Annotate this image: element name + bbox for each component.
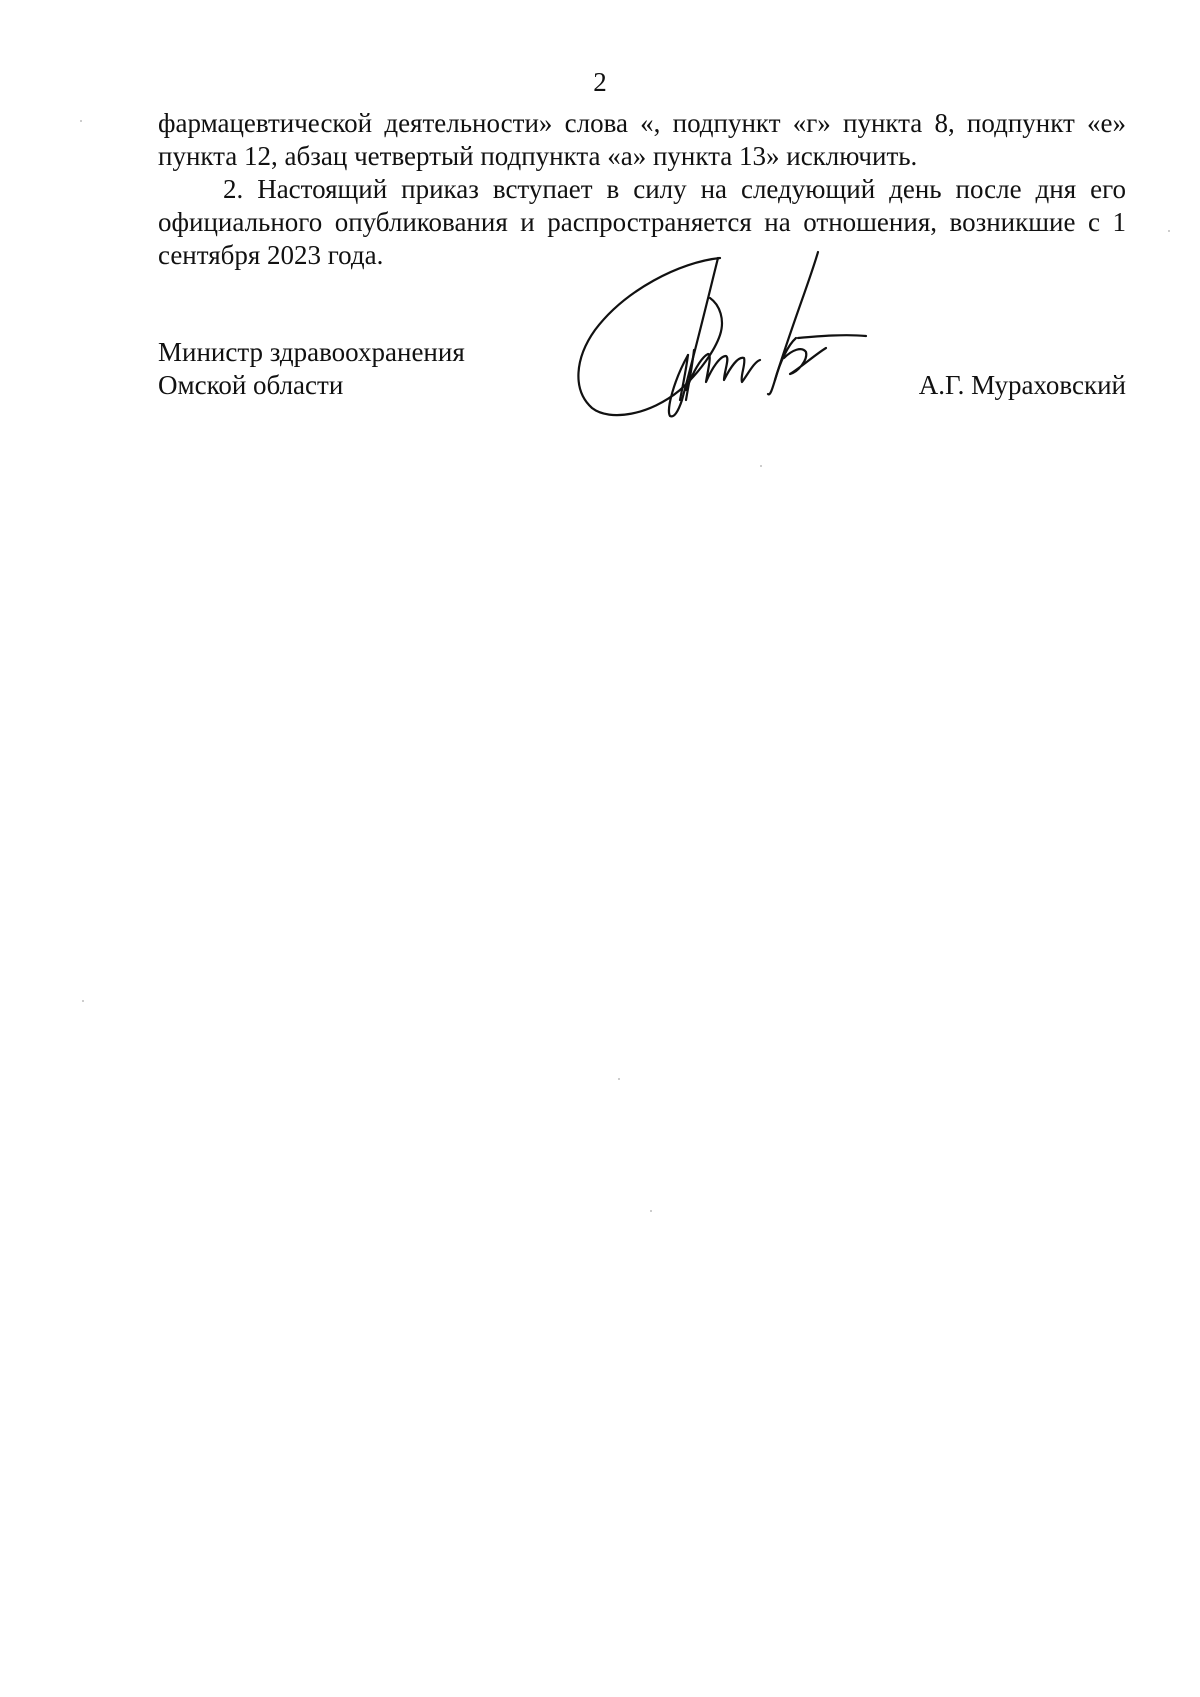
scan-artifact: [82, 1000, 84, 1002]
signer-name: А.Г. Мураховский: [918, 370, 1126, 400]
paragraph-entry-into-force: 2. Настоящий приказ вступает в силу на следующий день после дня его официального опубликования и распространяется на отношения, возникшие с 1 сентября 2023 года.: [158, 174, 1126, 270]
paragraph-continuation: фармацевтической деятельности» слова «, подпункт «г» пункта 8, подпункт «е» пункта 12, абзац четвертый подпункта «а» пункта 13» исключить.: [158, 108, 1126, 171]
scan-artifact: [618, 1078, 620, 1080]
scan-artifact: [1168, 230, 1170, 232]
scan-artifact: [80, 120, 82, 122]
scan-artifact: [650, 1210, 652, 1212]
document-body: [158, 107, 1126, 272]
page-number: 2: [593, 67, 607, 97]
signer-position-line-1: Министр здравоохранения: [158, 337, 465, 367]
scan-artifact: [760, 465, 762, 467]
signer-position-line-2: Омской области: [158, 370, 344, 400]
handwritten-signature: [570, 250, 870, 420]
